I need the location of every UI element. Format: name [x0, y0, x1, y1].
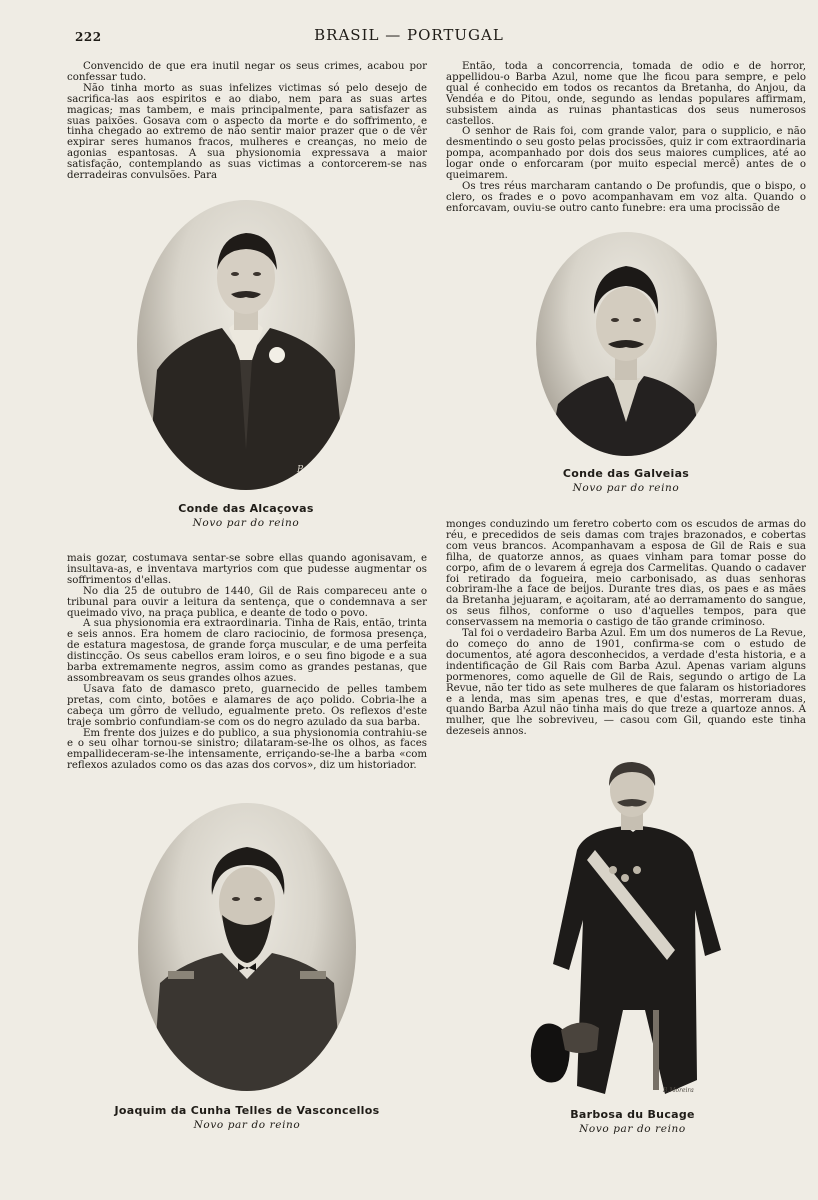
- portrait-officer-full-uniform: [525, 760, 740, 1100]
- paragraph: Convencido de que era inutil negar os seus crimes, acabou por confessar tudo.: [67, 61, 427, 83]
- portrait-man-in-suit: [137, 200, 355, 490]
- portrait-role: Novo par do reino: [193, 1119, 301, 1131]
- caption-bucage: [525, 1108, 740, 1135]
- portrait-bearded-man-uniform: [138, 803, 356, 1091]
- caption-alcacovas: [137, 502, 355, 529]
- paragraph: A sua physionomia era extraordinaria. Tinha de Rais, então, trinta e seis annos. Era homem de claro raciocinio, de formosa presença, de estatura magestosa, de grande força muscular, e de uma perfeita distincção. Os seus cabellos eram loiros, e o seu fino bigode e a sua barba extremamente negros, assim como as grandes pestanas, que assombreavam os seus grandes olhos azues.: [67, 618, 427, 684]
- paragraph: O senhor de Rais foi, com grande valor, para o supplicio, e não desmentindo o seu gosto pelas procissões, quiz ir com extraordinaria pompa, acompanhado por dois dos seus maiores cumplices, até ao logar onde o enforcaram (por muito especial mercê) antes de o queimarem.: [446, 126, 806, 182]
- text-column-top-right: [446, 62, 806, 215]
- portrait-photo-bucage: [525, 760, 740, 1100]
- page-number: 222: [75, 30, 102, 44]
- portrait-young-man: [536, 232, 717, 456]
- paragraph: Em frente dos juizes e do publico, a sua physionomia contrahiu-se e o seu olhar tornou-se sinistro; dilataram-se-lhe os olhos, as faces empallideceram-se-lhe intensamente, erriçando-se-lhe a barba «com reflexos azulados como os das azas dos corvos», diz um historiador.: [67, 727, 427, 772]
- portrait-name: Joaquim da Cunha Telles de Vasconcellos: [114, 1104, 380, 1117]
- caption-vasconcellos: [97, 1104, 397, 1131]
- portrait-role: Novo par do reino: [572, 482, 680, 494]
- portrait-name: Barbosa du Bucage: [570, 1108, 695, 1121]
- paragraph: Tal foi o verdadeiro Barba Azul. Em um dos numeros de La Revue, do começo do anno de 1901, confirma-se com o estudo de documentos, até agora desconhecidos, a verdade d'esta historia, e a indentificação de Gil Rais com Barba Azul. Apenas variam alguns pormenores, como aquelle de Gil de Rais, segundo o artigo de La Revue, não ter tido as sete mulheres de que falaram os historiadores e a lenda, mas sim apenas tres, e que d'estas, morreram duas, quando Barba Azul não tinha mais do que treze a quartoze annos. A mulher, que lhe sobreviveu, — casou com Gil, quando este tinha dezeseis annos.: [446, 628, 806, 738]
- svg-text:B.Moreira: B.Moreira: [297, 465, 344, 475]
- portrait-role: Novo par do reino: [192, 517, 300, 529]
- portrait-photo-galveias: [536, 232, 717, 456]
- portrait-photo-alcacovas: [137, 200, 355, 490]
- running-title: BRASIL — PORTUGAL: [314, 26, 504, 44]
- portrait-photo-vasconcellos: [138, 803, 356, 1091]
- portrait-role: Novo par do reino: [579, 1123, 686, 1135]
- svg-text:B.Moreira: B.Moreira: [663, 1087, 694, 1094]
- paragraph: Usava fato de damasco preto, guarnecido de pelles tambem pretas, com cinto, botões e alamares de aço polido. Cobria-lhe a cabeça um gôrro de velludo, egualmente preto. Os reflexos d'este traje sombrio confundiam-se com os do negro azulado da sua barba.: [67, 683, 427, 728]
- paragraph: Então, toda a concorrencia, tomada de odio e de horror, appellidou-o Barba Azul, nome que lhe ficou para sempre, e pelo qual é conhecido em todos os recantos da Bretanha, do Anjou, da Vendéa e do Pitou, onde, segundo as lendas populares affirmam, subsistem ainda as ruinas phantasticas dos seus numerosos castellos.: [446, 61, 806, 127]
- text-column-bottom-right: [446, 520, 806, 738]
- caption-galveias: [526, 467, 726, 494]
- paragraph: No dia 25 de outubro de 1440, Gil de Rais compareceu ante o tribunal para ouvir a leitura da sentença, que o condemnava a ser queimado vivo, na praça publica, e deante de todo o povo.: [67, 585, 427, 619]
- portrait-name: Conde das Galveias: [562, 467, 690, 480]
- text-column-top-left: [67, 62, 427, 182]
- paragraph: Os tres réus marcharam cantando o De profundis, que o bispo, o clero, os frades e o povo acompanhavam em voz alta. Quando o enforcavam, ouviu-se outro canto funebre: era uma procissão de: [446, 180, 806, 214]
- paragraph: Não tinha morto as suas infelizes victimas só pelo desejo de sacrifica-las aos espiritos e ao diabo, nem para as suas artes magicas; mas tambem, e mais principalmente, para satisfazer as suas paixões. Gosava com o aspecto da morte e do soffrimento, e tinha chegado ao extremo de não sentir maior prazer que o de vêr expirar seres humanos fracos, mulheres e creanças, no meio de agonias espantosas. A sua physionomia expressava a maior satisfação, contemplando as suas victimas a contorcerem-se nas derradeiras convulsões. Para: [67, 82, 427, 182]
- paragraph: mais gozar, costumava sentar-se sobre ellas quando agonisavam, e insultava-as, e inventava martyrios com que pudesse augmentar os soffrimentos d'ellas.: [67, 553, 427, 586]
- text-column-bottom-left: [67, 554, 427, 772]
- paragraph: monges conduzindo um feretro coberto com os escudos de armas do réu, e precedidos de seis damas com trajes brazonados, e cobertas com veus brancos. Acompanhavam a esposa de Gil de Rais e sua filha, de quatorze annos, as quaes vinham para tomar posse do corpo, afim de o levarem á egreja dos Carmelitas. Quando o cadaver foi retirado da fogueira, meio carbonisado, as duas senhoras cobriram-lhe a face de beijos. Durante tres dias, os paes e as mães da Bretanha jejuaram, e açoitaram, até ao derramamento do sangue, os seus filhos, conforme o uso d'aquelles tempos, para que conservassem na memoria o castigo de tão grande criminoso.: [446, 519, 806, 629]
- portrait-name: Conde das Alcaçovas: [178, 502, 314, 515]
